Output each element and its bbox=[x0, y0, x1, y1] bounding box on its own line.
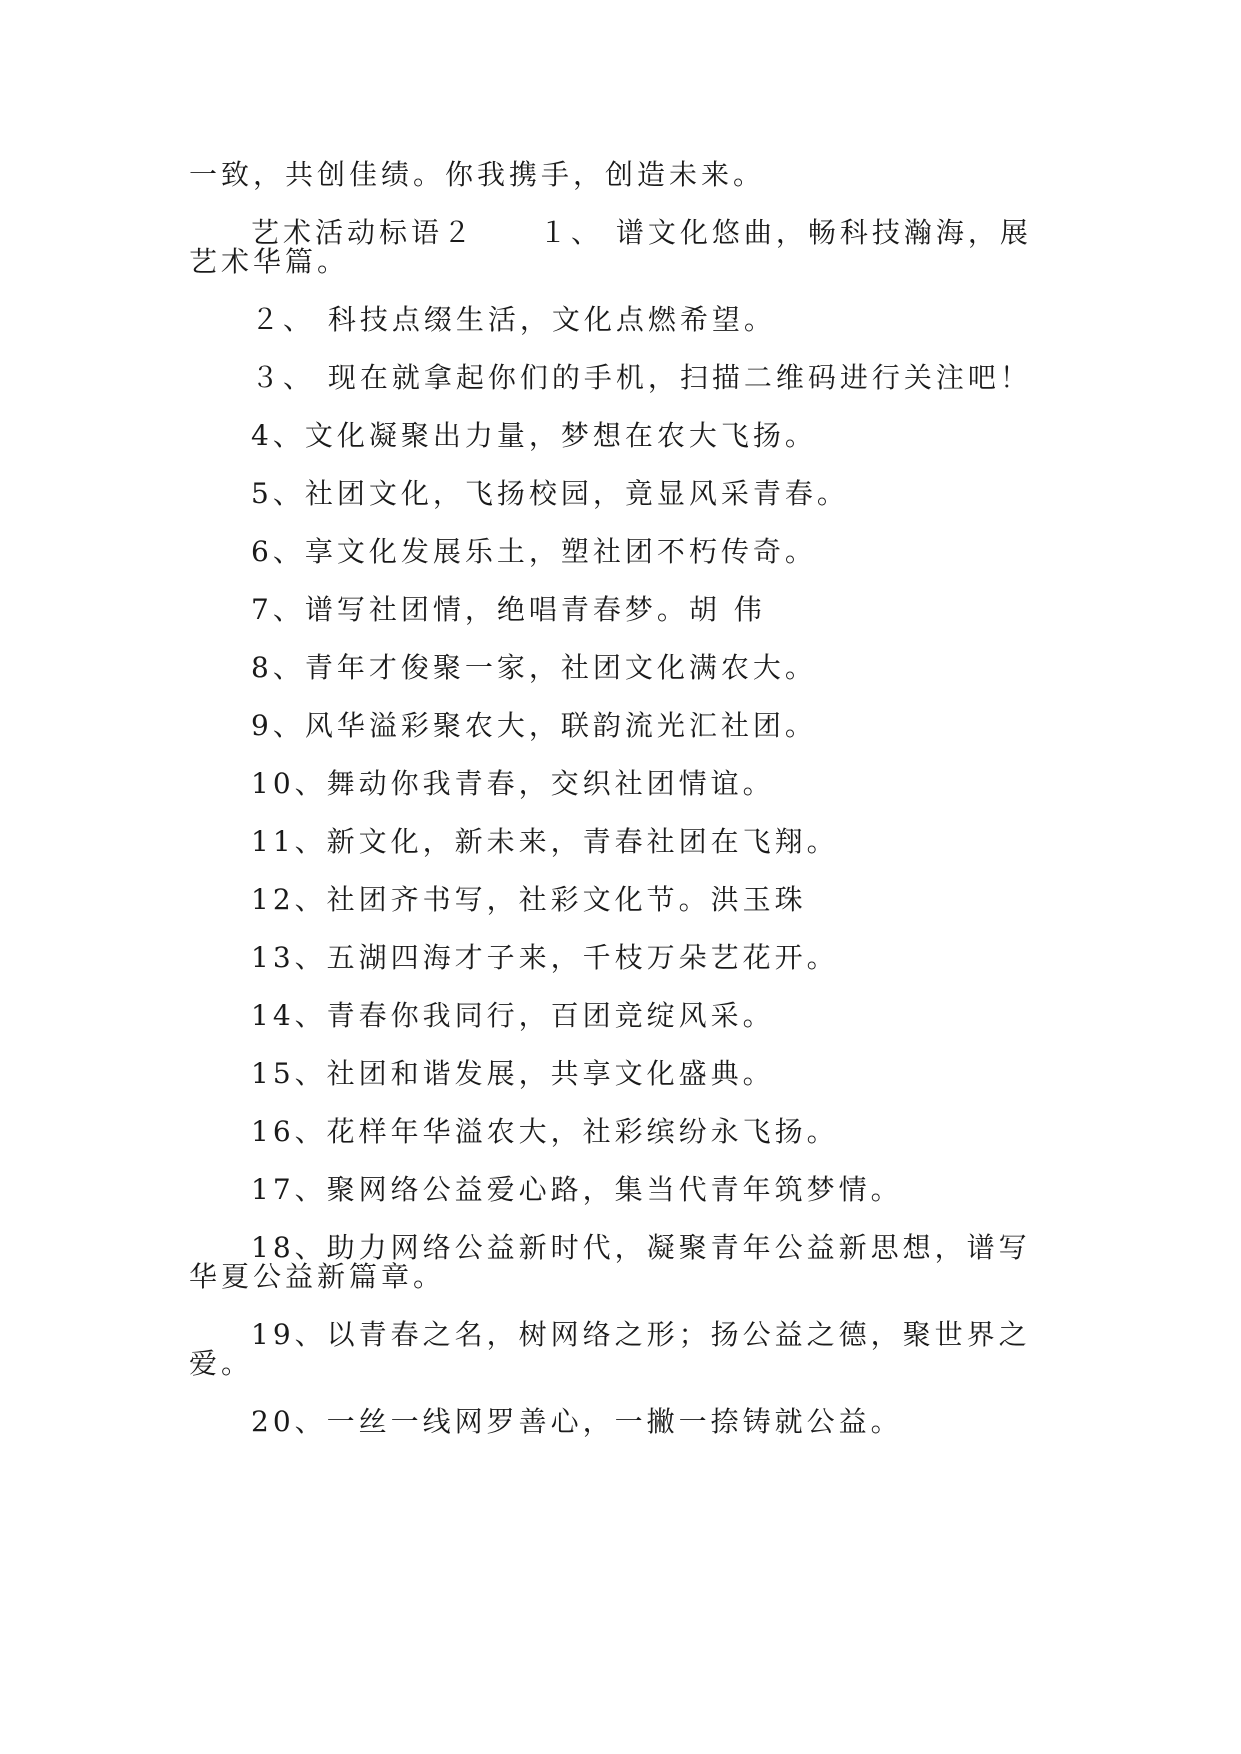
paragraph-item-6: 6、享文化发展乐土，塑社团不朽传奇。 bbox=[251, 535, 817, 568]
paragraph-item-12: 12、社团齐书写，社彩文化节。洪玉珠 bbox=[251, 883, 807, 916]
paragraph-item-3: ３、 现在就拿起你们的手机，扫描二维码进行关注吧！ bbox=[251, 361, 1032, 394]
paragraph-item-19: 19、以青春之名，树网络之形；扬公益之德，聚世界之爱。 bbox=[189, 1318, 1031, 1380]
paragraph-heading-item-1: 艺术活动标语２ １、 谱文化悠曲，畅科技瀚海，展艺术华篇。 bbox=[189, 216, 1032, 278]
paragraph-item-8: 8、青年才俊聚一家，社团文化满农大。 bbox=[251, 651, 817, 684]
paragraph-item-17: 17、聚网络公益爱心路，集当代青年筑梦情。 bbox=[251, 1173, 903, 1206]
document-body bbox=[189, 160, 1059, 1465]
paragraph-item-7: 7、谱写社团情，绝唱青春梦。胡 伟 bbox=[251, 593, 766, 626]
paragraph-item-4: 4、文化凝聚出力量，梦想在农大飞扬。 bbox=[251, 419, 817, 452]
paragraph-item-5: 5、社团文化，飞扬校园，竟显风采青春。 bbox=[251, 477, 849, 510]
paragraph-item-9: 9、风华溢彩聚农大，联韵流光汇社团。 bbox=[251, 709, 817, 742]
paragraph-item-11: 11、新文化，新未来，青春社团在飞翔。 bbox=[251, 825, 839, 858]
paragraph-item-18: 18、助力网络公益新时代，凝聚青年公益新思想，谱写华夏公益新篇章。 bbox=[189, 1231, 1031, 1293]
paragraph-item-13: 13、五湖四海才子来，千枝万朵艺花开。 bbox=[251, 941, 839, 974]
paragraph-item-16: 16、花样年华溢农大，社彩缤纷永飞扬。 bbox=[251, 1115, 839, 1148]
paragraph-continuation: 一致，共创佳绩。你我携手，创造未来。 bbox=[189, 158, 766, 191]
paragraph-item-2: ２、 科技点缀生活，文化点燃希望。 bbox=[251, 303, 776, 336]
paragraph-item-15: 15、社团和谐发展，共享文化盛典。 bbox=[251, 1057, 775, 1090]
paragraph-item-10: 10、舞动你我青春，交织社团情谊。 bbox=[251, 767, 775, 800]
paragraph-item-14: 14、青春你我同行，百团竞绽风采。 bbox=[251, 999, 775, 1032]
paragraph-item-20: 20、一丝一线网罗善心，一撇一捺铸就公益。 bbox=[251, 1405, 903, 1438]
